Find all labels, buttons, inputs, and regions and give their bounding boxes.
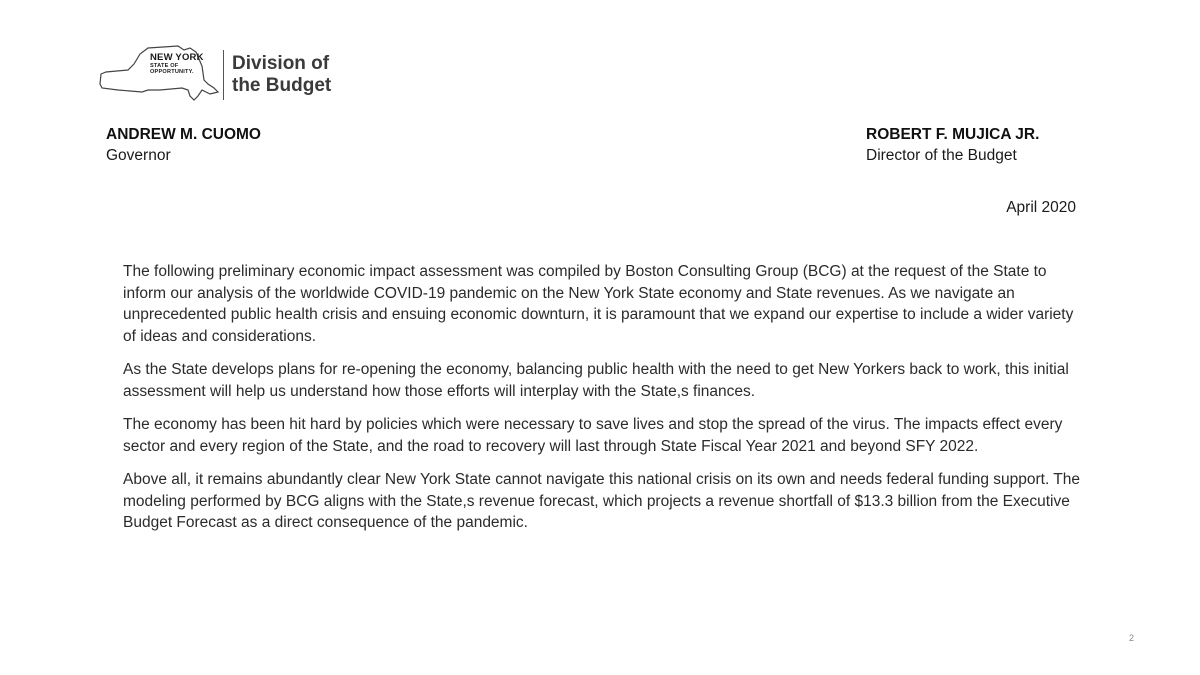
document-date: April 2020	[1006, 199, 1076, 216]
governor-block	[106, 124, 261, 166]
state-tagline-2: OPPORTUNITY.	[150, 69, 194, 76]
state-wordmark	[150, 53, 204, 76]
letter-body	[123, 261, 1083, 546]
division-of-budget-logo	[98, 44, 348, 104]
paragraph-4: Above all, it remains abundantly clear New York State cannot navigate this national crisis on its own and needs federal funding support. The modeling performed by BCG aligns with the State,s revenue forecast, which projects a revenue shortfall of $13.3 billion from the Executive Budget Forecast as a direct consequence of the pandemic.	[123, 471, 1080, 531]
agency-name-line-2: the Budget	[232, 75, 332, 96]
governor-title: Governor	[106, 147, 171, 164]
director-title: Director of the Budget	[866, 147, 1017, 164]
director-block	[866, 124, 1039, 166]
state-tagline-1: STATE OF	[150, 62, 179, 69]
director-name: ROBERT F. MUJICA JR.	[866, 126, 1040, 143]
agency-name-line-1: Division of	[232, 53, 330, 74]
paragraph-2: As the State develops plans for re-opening the economy, balancing public health with the need to get New Yorkers back to work, this initial assessment will help us understand how those efforts will interplay with the State,s finances.	[123, 361, 1069, 400]
logo-divider	[223, 50, 224, 100]
state-name: NEW YORK	[150, 52, 204, 63]
governor-name: ANDREW M. CUOMO	[106, 126, 261, 143]
agency-name	[232, 53, 331, 97]
paragraph-1: The following preliminary economic impact assessment was compiled by Boston Consulting Group (BCG) at the request of the State to inform our analysis of the worldwide COVID-19 pandemic on the New York State economy and State revenues. As we navigate an unprecedented public health crisis and ensuing economic downturn, it is paramount that we expand our expertise to include a wider variety of ideas and considerations.	[123, 263, 1074, 345]
paragraph-3: The economy has been hit hard by policies which were necessary to save lives and stop the spread of the virus. The impacts effect every sector and every region of the State, and the road to recovery will last through State Fiscal Year 2021 and beyond SFY 2022.	[123, 416, 1063, 455]
page-number: 2	[1129, 633, 1135, 643]
